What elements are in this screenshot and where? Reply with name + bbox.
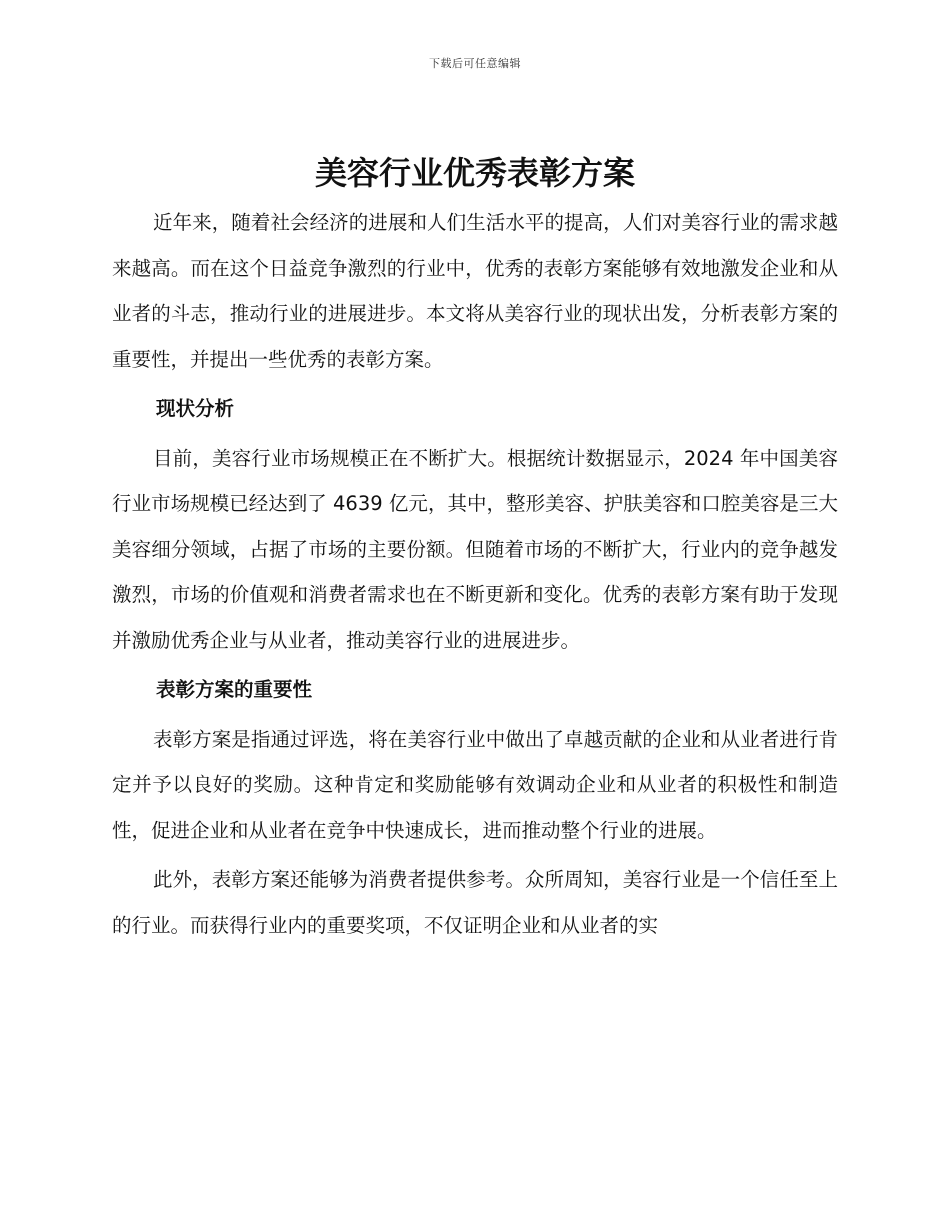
status-paragraph: 目前，美容行业市场规模正在不断扩大。根据统计数据显示，2024 年中国美容行业市场规模已经达到了 4639 亿元，其中，整形美容、护肤美容和口腔美容是三大美容细分领域，占据了市场的主要份额。但随着市场的不断扩大，行业内的竞争越发激烈，市场的价值观和消费者需求也在不断更新和变化。优秀的表彰方案有助于发现并激励优秀企业与从业者，推动美容行业的进展进步。	[112, 446, 838, 652]
section-heading-status: 现状分析	[156, 397, 235, 420]
header-note: 下载后可任意编辑	[429, 57, 521, 70]
intro-paragraph: 近年来，随着社会经济的进展和人们生活水平的提高，人们对美容行业的需求越来越高。而在这个日益竞争激烈的行业中，优秀的表彰方案能够有效地激发企业和从业者的斗志，推动行业的进展进步。本文将从美容行业的现状出发，分析表彰方案的重要性，并提出一些优秀的表彰方案。	[112, 211, 838, 371]
importance-paragraph: 表彰方案是指通过评选，将在美容行业中做出了卓越贡献的企业和从业者进行肯定并予以良好的奖励。这种肯定和奖励能够有效调动企业和从业者的积极性和制造性，促进企业和从业者在竞争中快速成长，进而推动整个行业的进展。	[112, 727, 838, 842]
section-heading-importance: 表彰方案的重要性	[156, 678, 313, 701]
document-body	[112, 200, 838, 952]
document-title: 美容行业优秀表彰方案	[314, 154, 635, 192]
consumer-paragraph: 此外，表彰方案还能够为消费者提供参考。众所周知，美容行业是一个信任至上的行业。而获得行业内的重要奖项，不仅证明企业和从业者的实	[112, 868, 838, 937]
